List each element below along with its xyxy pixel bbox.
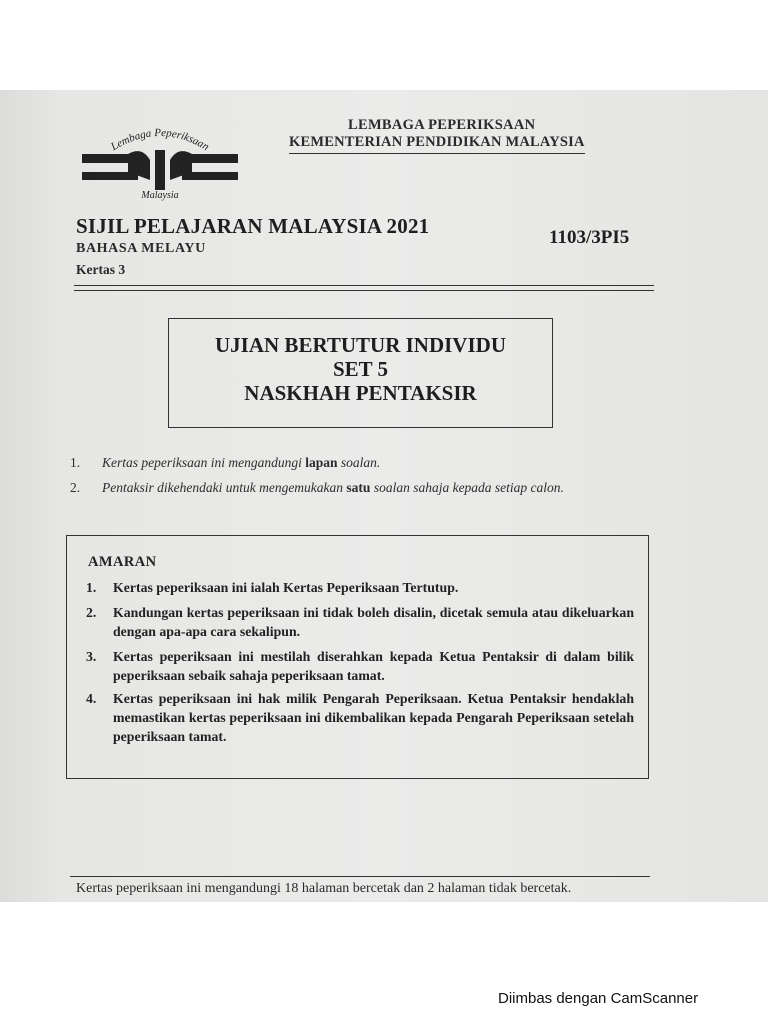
warning-item-number: 1. [86,580,97,595]
instruction-text: Kertas peperiksaan ini mengandungi [102,455,306,470]
double-rule-divider [74,285,654,291]
warning-item-text: Kertas peperiksaan ini ialah Kertas Peperiksaan Tertutup. [113,580,459,595]
org-name-line1: LEMBAGA PEPERIKSAAN [348,117,536,133]
warning-item [86,603,634,641]
warning-item-text: Kertas peperiksaan ini hak milik Pengarah Peperiksaan. Ketua Pentaksir hendaklah memastikan kertas peperiksaan ini dikembalikan kepada Pengarah Peperiksaan setelah peperiksaan tamat. [113,691,634,744]
exam-board-logo [80,120,240,202]
logo-arc-text: Lembaga Peperiksaan [108,126,212,154]
instruction-bold-text: lapan [305,455,338,470]
exam-code: 1103/3PI5 [549,227,630,248]
warning-item [86,647,634,685]
scanner-watermark: Diimbas dengan CamScanner [498,990,699,1007]
exam-title: SIJIL PELAJARAN MALAYSIA 2021 [76,214,430,238]
instruction-bold-text: satu [346,480,371,495]
set-title-box [168,318,553,428]
warning-item-text: Kandungan kertas peperiksaan ini tidak boleh disalin, dicetak semula atau dikeluarkan dengan apa-apa cara sekalipun. [113,605,634,639]
page-count-note: Kertas peperiksaan ini mengandungi 18 halaman bercetak dan 2 halaman tidak bercetak. [76,881,572,896]
instruction-number: 2. [70,480,81,495]
instruction-text: soalan. [337,455,381,470]
warning-item [86,578,634,597]
exam-subject: BAHASA MELAYU [76,241,206,256]
svg-text:Lembaga Peperiksaan [108,127,211,154]
warning-item-number: 4. [86,691,97,706]
set-box-line1: UJIAN BERTUTUR INDIVIDU [215,333,506,357]
exam-paper-number: Kertas 3 [76,262,126,277]
instruction-text: Pentaksir dikehendaki untuk mengemukakan [102,480,347,495]
footer-rule [70,876,650,877]
logo-bottom-text: Malaysia [141,190,179,201]
instruction-item [70,455,380,471]
org-name-line2: KEMENTERIAN PENDIDIKAN MALAYSIA [289,134,585,154]
warning-item-number: 2. [86,605,97,620]
instruction-number: 1. [70,455,81,470]
set-box-line3: NASKHAH PENTAKSIR [244,381,477,405]
warning-box [66,535,649,779]
warning-item [86,689,634,746]
warning-item-number: 3. [86,649,97,664]
instruction-text: soalan sahaja kepada setiap calon. [370,480,564,495]
warning-title: AMARAN [88,554,157,570]
warning-item-text: Kertas peperiksaan ini mestilah diserahkan kepada Ketua Pentaksir di dalam bilik peperiksaan sebaik sahaja peperiksaan tamat. [113,649,634,683]
instruction-item [70,480,564,496]
set-box-line2: SET 5 [332,357,389,381]
scanned-exam-page [0,90,768,902]
